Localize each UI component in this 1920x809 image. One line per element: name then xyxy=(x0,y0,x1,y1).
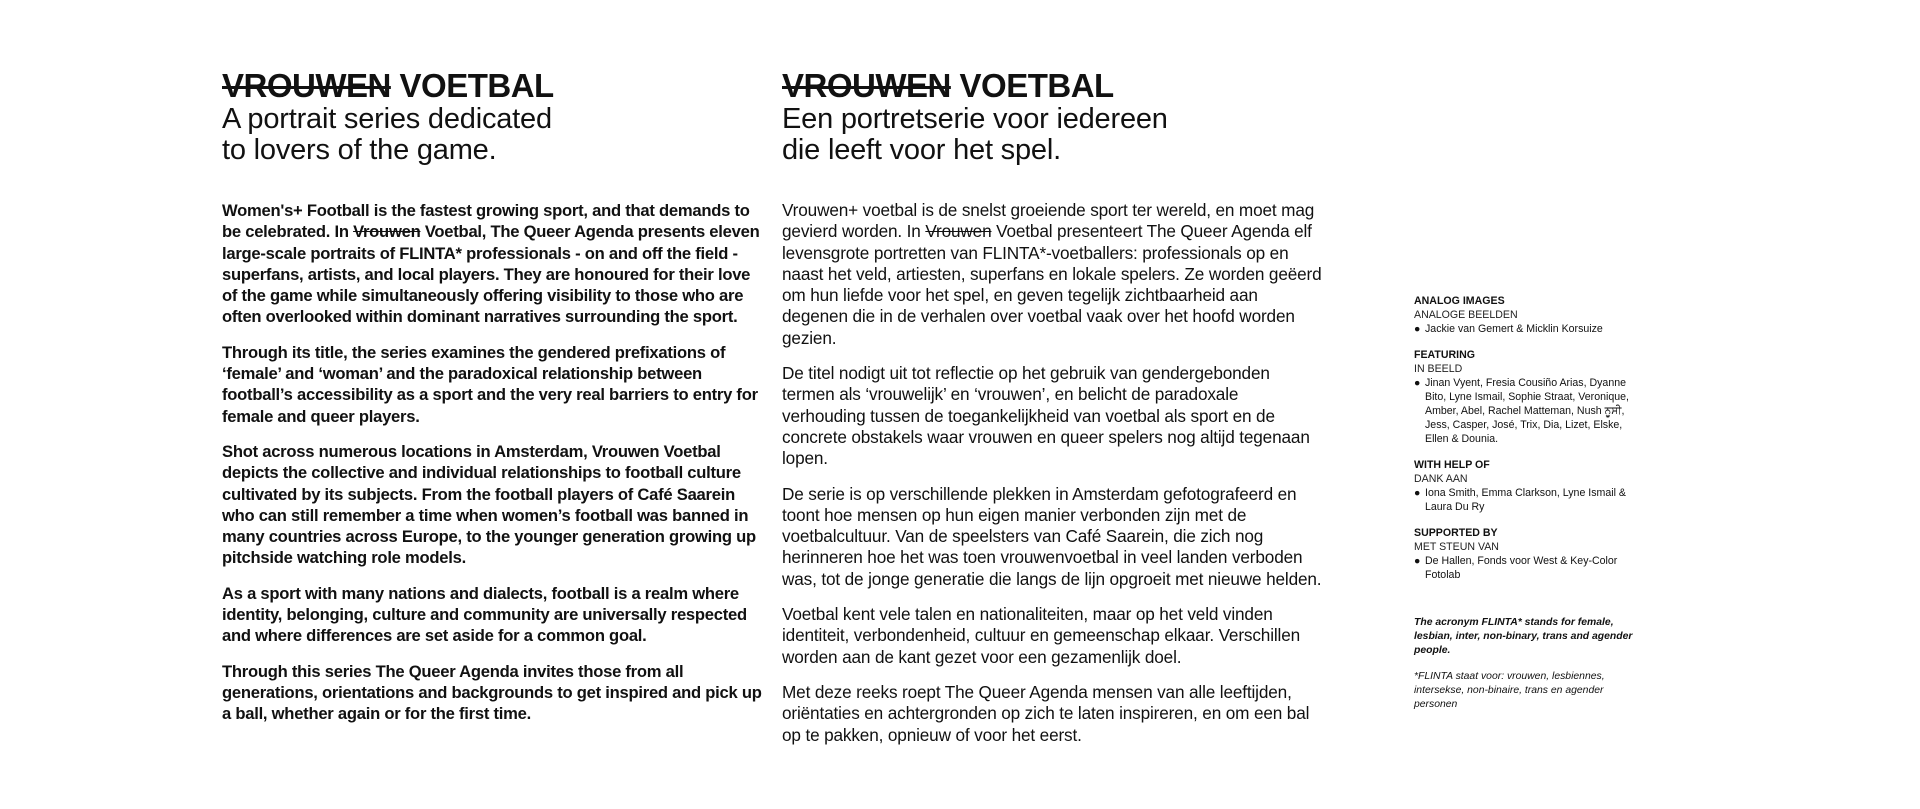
english-title-struck: VROUWEN xyxy=(222,67,391,104)
credit-analog-images xyxy=(1414,294,1634,336)
english-paragraph-2: Through its title, the series examines the gendered prefixations of ‘female’ and ‘woman’ and the paradoxical relationship between football’s accessibility as a sport and the very real barriers to entry for female and queer players. xyxy=(222,342,758,426)
credit-subheading: ANALOGE BEELDEN xyxy=(1414,309,1518,321)
credit-heading: WITH HELP OF xyxy=(1414,459,1490,471)
dutch-paragraph-5: Met deze reeks roept The Queer Agenda mensen van alle leeftijden, oriëntaties en achtergronden op zich te laten inspireren, en om een bal op te pakken, opnieuw of voor het eerst. xyxy=(782,681,1310,745)
credit-item xyxy=(1414,554,1634,582)
bullet-icon: ● xyxy=(1414,555,1421,567)
dutch-paragraph-4: Voetbal kent vele talen en nationaliteiten, maar op het veld vinden identiteit, verbondenheid, cultuur en gemeenschap elkaar. Verschillen worden aan de kant gezet voor een gezamenlijk doel. xyxy=(782,604,1301,667)
english-title-rest: VOETBAL xyxy=(399,67,554,104)
english-p1-before: Women's+ Football is the fastest growing sport, and that demands to be celebrated. In xyxy=(222,201,750,242)
credit-item xyxy=(1414,322,1634,336)
dutch-p1-struck: Vrouwen xyxy=(925,221,992,242)
english-paragraph-4: As a sport with many nations and dialects, football is a realm where identity, belonging, culture and community are universally respected and where differences are set aside for a common goal. xyxy=(222,583,747,646)
credit-heading: FEATURING xyxy=(1414,349,1476,361)
bullet-icon: ● xyxy=(1414,377,1421,389)
credit-item xyxy=(1414,376,1634,446)
dutch-p1-before: Vrouwen+ voetbal is de snelst groeiende sport ter wereld, en moet mag gevierd worden. In xyxy=(782,200,1315,242)
english-body xyxy=(222,200,762,725)
english-subtitle: A portrait series dedicated to lovers of the game. xyxy=(222,103,552,166)
credit-with-help-of xyxy=(1414,458,1634,514)
dutch-paragraph-1 xyxy=(782,200,1322,349)
dutch-subtitle: Een portretserie voor iedereen die leeft voor het spel. xyxy=(782,103,1168,166)
credit-subheading: DANK AAN xyxy=(1414,473,1468,485)
dutch-column xyxy=(782,68,1322,760)
credit-item-text: Jackie van Gemert & Micklin Korsuize xyxy=(1425,323,1603,335)
bullet-icon: ● xyxy=(1414,487,1421,499)
credit-item-text: Jinan Vyent, Fresia Cousiño Arias, Dyanne Bito, Lyne Ismail, Sophie Straat, Veronique, Amber, Abel, Rachel Matteman, Nush ਨੂਸੀ, Jess, Casper, José, Trix, Dia, Lizet, Elske, Ellen & Dounia. xyxy=(1425,377,1629,445)
credit-featuring xyxy=(1414,348,1634,446)
dutch-body xyxy=(782,200,1322,746)
credit-supported-by xyxy=(1414,526,1634,582)
flinta-note-dutch: *FLINTA staat voor: vrouwen, lesbiennes, intersekse, non-binaire, trans en agender personen xyxy=(1414,671,1605,710)
bullet-icon: ● xyxy=(1414,323,1421,335)
english-paragraph-5: Through this series The Queer Agenda invites those from all generations, orientations and backgrounds to get inspired and pick up a ball, whether again or for the first time. xyxy=(222,661,762,724)
dutch-paragraph-3: De serie is op verschillende plekken in Amsterdam gefotografeerd en toont hoe mensen op hun eigen manier verbonden zijn met de voetbalcultuur. Van de speelsters van Café Saarein, die zich nog herinneren hoe het was toen vrouwenvoetbal in veel landen verboden was, tot de jonge generatie die langs de lijn opgroeit met nieuwe helden. xyxy=(782,483,1322,589)
credits-panel xyxy=(1414,294,1634,712)
dutch-title-struck: VROUWEN xyxy=(782,67,951,104)
english-p1-struck: Vrouwen xyxy=(353,222,421,242)
english-paragraph-3: Shot across numerous locations in Amsterdam, Vrouwen Voetbal depicts the collective and individual relationships to football culture cultivated by its subjects. From the football players of Café Saarein who can still remember a time when women’s football was banned in many countries across Europe, to the younger generation growing up pitchside watching role models. xyxy=(222,441,756,568)
dutch-title xyxy=(782,68,1322,104)
credit-heading: SUPPORTED BY xyxy=(1414,527,1498,539)
english-p1-after: Voetbal, The Queer Agenda presents eleven large-scale portraits of FLINTA* professionals - on and off the field - superfans, artists, and local players. They are honoured for their love of the game while simultaneously offering visibility to those who are often overlooked within dominant narratives surrounding the sport. xyxy=(222,222,760,327)
credit-item xyxy=(1414,486,1634,514)
dutch-paragraph-2: De titel nodigt uit tot reflectie op het gebruik van gendergebonden termen als ‘vrouwelijk’ en ‘vrouwen’, en belicht de paradoxale verhouding tussen de toegankelijkheid van voetbal als sport en de concrete obstakels waar vrouwen en queer spelers nog altijd tegenaan lopen. xyxy=(782,363,1310,469)
credit-heading: ANALOG IMAGES xyxy=(1414,295,1505,307)
credit-subheading: MET STEUN VAN xyxy=(1414,541,1499,553)
flinta-note-english: The acronym FLINTA* stands for female, lesbian, inter, non-binary, trans and agender people. xyxy=(1414,617,1633,656)
credit-subheading: IN BEELD xyxy=(1414,363,1463,375)
dutch-title-rest: VOETBAL xyxy=(959,67,1114,104)
english-title xyxy=(222,68,762,104)
dutch-p1-after: Voetbal presenteert The Queer Agenda elf levensgrote portretten van FLINTA*-voetballers: professionals op en naast het veld, artiesten, superfans en lokale spelers. Ze worden geëerd om hun liefde voor het spel, en geven tegelijk zichtbaarheid aan degenen die in de verhalen over voetbal vaak over het hoofd worden gezien. xyxy=(782,221,1322,348)
english-column xyxy=(222,68,762,739)
english-paragraph-1 xyxy=(222,200,762,328)
credit-item-text: De Hallen, Fonds voor West & Key-Color Fotolab xyxy=(1425,555,1618,581)
credit-item-text: Iona Smith, Emma Clarkson, Lyne Ismail & Laura Du Ry xyxy=(1425,487,1626,513)
